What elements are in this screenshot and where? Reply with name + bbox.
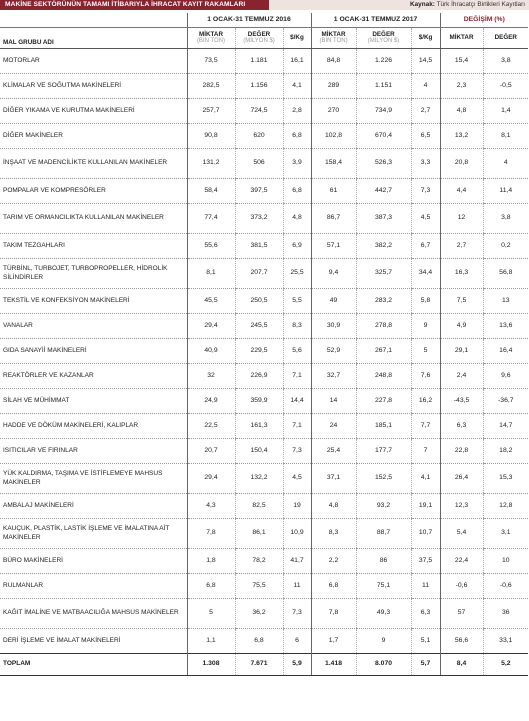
col-deger-2016: DEĞER (MİLYON $) [235,28,283,49]
deger-2016-cell: 82,5 [235,494,283,519]
perkg-2016-cell: 19 [283,494,311,519]
table-row [0,314,528,339]
deger-2016-cell: 359,9 [235,389,283,414]
change-miktar-cell: 22,4 [440,549,483,574]
perkg-2016-cell: 7,1 [283,414,311,439]
change-deger-cell: -0,5 [483,74,528,99]
source-text: Türk İhracatçı Birlikleri Kayıtları [436,1,525,8]
deger-2016-cell: 132,2 [235,464,283,494]
miktar-2016-cell: 73,5 [187,49,235,74]
miktar-2016-cell: 58,4 [187,179,235,204]
change-miktar-cell: 12,3 [440,494,483,519]
table-row [0,599,528,629]
table-row [0,549,528,574]
miktar-2016-cell: 90,8 [187,124,235,149]
miktar-2017-cell: 86,7 [311,204,356,234]
table-row [0,99,528,124]
row-name-cell: TÜRBİNL, TURBOJET, TURBOPROPELLER, HİDROLİK SİLİNDİRLER [0,259,187,289]
change-deger-cell: 3,8 [483,49,528,74]
table-row [0,519,528,549]
miktar-2017-cell: 37,1 [311,464,356,494]
miktar-2016-cell: 4,3 [187,494,235,519]
change-miktar-cell: 2,3 [440,74,483,99]
deger-2017-cell: 283,2 [356,289,411,314]
total-change-miktar-cell: 8,4 [440,654,483,676]
perkg-2017-cell: 11 [411,574,440,599]
deger-2016-cell: 250,5 [235,289,283,314]
deger-2016-cell: 229,5 [235,339,283,364]
miktar-2017-cell: 32,7 [311,364,356,389]
miktar-2017-cell: 8,3 [311,519,356,549]
deger-2017-cell: 1.151 [356,74,411,99]
table-row [0,629,528,654]
miktar-2016-cell: 40,9 [187,339,235,364]
perkg-2017-cell: 6,5 [411,124,440,149]
total-miktar-2017-cell: 1.418 [311,654,356,676]
change-deger-cell: 13 [483,289,528,314]
export-table [0,13,528,676]
row-name-cell: REAKTÖRLER VE KAZANLAR [0,364,187,389]
deger-2017-cell: 9 [356,629,411,654]
table-row [0,179,528,204]
change-miktar-cell: -43,5 [440,389,483,414]
change-miktar-cell: 22,8 [440,439,483,464]
table-row [0,49,528,74]
table-row [0,259,528,289]
deger-2017-cell: 93,2 [356,494,411,519]
perkg-2016-cell: 25,5 [283,259,311,289]
miktar-2016-cell: 29,4 [187,314,235,339]
perkg-2016-cell: 41,7 [283,549,311,574]
perkg-2016-cell: 2,8 [283,99,311,124]
miktar-2017-cell: 61 [311,179,356,204]
change-miktar-cell: 4,9 [440,314,483,339]
table-row [0,364,528,389]
source-note [269,0,529,10]
deger-2016-cell: 78,2 [235,549,283,574]
table-row [0,439,528,464]
deger-2016-cell: 6,8 [235,629,283,654]
total-perkg-2016-cell: 5,9 [283,654,311,676]
source-label: Kaynak: [410,1,435,8]
total-perkg-2017-cell: 5,7 [411,654,440,676]
miktar-2017-cell: 24 [311,414,356,439]
perkg-2017-cell: 6,3 [411,599,440,629]
change-deger-cell: 56,8 [483,259,528,289]
perkg-2017-cell: 4,5 [411,204,440,234]
deger-2017-cell: 75,1 [356,574,411,599]
table-title: MAKİNE SEKTÖRÜNÜN TAMAMI İTİBARIYLA İHRACAT KAYIT RAKAMLARI [0,0,269,10]
miktar-2016-cell: 45,5 [187,289,235,314]
total-deger-2016-cell: 7.671 [235,654,283,676]
table-row [0,414,528,439]
perkg-2017-cell: 5 [411,339,440,364]
change-deger-cell: 33,1 [483,629,528,654]
period-2016-header: 1 OCAK-31 TEMMUZ 2016 [187,13,311,28]
change-miktar-cell: 57 [440,599,483,629]
change-miktar-cell: 4,8 [440,99,483,124]
perkg-2017-cell: 37,5 [411,549,440,574]
miktar-2016-cell: 20,7 [187,439,235,464]
perkg-2017-cell: 7,6 [411,364,440,389]
change-miktar-cell: 12 [440,204,483,234]
miktar-2017-cell: 57,1 [311,234,356,259]
deger-2017-cell: 670,4 [356,124,411,149]
miktar-2016-cell: 282,5 [187,74,235,99]
change-deger-cell: 0,2 [483,234,528,259]
miktar-2016-cell: 1,1 [187,629,235,654]
deger-2017-cell: 734,9 [356,99,411,124]
table-row [0,574,528,599]
deger-2017-cell: 382,2 [356,234,411,259]
perkg-2017-cell: 6,7 [411,234,440,259]
title-bar [0,0,529,10]
miktar-2016-cell: 8,1 [187,259,235,289]
perkg-2016-cell: 6,8 [283,179,311,204]
change-header: DEĞİŞİM (%) [440,13,528,28]
miktar-2016-cell: 7,8 [187,519,235,549]
deger-2017-cell: 248,8 [356,364,411,389]
change-deger-cell: -36,7 [483,389,528,414]
deger-2016-cell: 86,1 [235,519,283,549]
col-change-deger: DEĞER [483,28,528,49]
deger-2016-cell: 373,2 [235,204,283,234]
deger-2017-cell: 177,7 [356,439,411,464]
deger-2016-cell: 150,4 [235,439,283,464]
perkg-2016-cell: 7,3 [283,599,311,629]
miktar-2017-cell: 30,9 [311,314,356,339]
table-row [0,204,528,234]
change-miktar-cell: 29,1 [440,339,483,364]
table-body [0,49,528,676]
deger-2016-cell: 161,3 [235,414,283,439]
miktar-2017-cell: 1,7 [311,629,356,654]
miktar-2016-cell: 5 [187,599,235,629]
row-name-cell: YÜK KALDIRMA, TAŞIMA VE İSTİFLEMEYE MAHSUS MAKİNELER [0,464,187,494]
miktar-2016-cell: 257,7 [187,99,235,124]
row-name-cell: ISITICILAR VE FIRINLAR [0,439,187,464]
deger-2016-cell: 75,5 [235,574,283,599]
col-miktar-2016: MİKTAR (BİN TON) [187,28,235,49]
change-miktar-cell: 56,6 [440,629,483,654]
perkg-2017-cell: 19,1 [411,494,440,519]
miktar-2016-cell: 77,4 [187,204,235,234]
deger-2017-cell: 526,3 [356,149,411,179]
row-name-cell: GIDA SANAYİİ MAKİNELERİ [0,339,187,364]
perkg-2016-cell: 14,4 [283,389,311,414]
perkg-2017-cell: 4,1 [411,464,440,494]
change-miktar-cell: 6,3 [440,414,483,439]
perkg-2016-cell: 8,3 [283,314,311,339]
row-name-cell: DİĞER MAKİNELER [0,124,187,149]
change-miktar-cell: 16,3 [440,259,483,289]
deger-2016-cell: 245,5 [235,314,283,339]
perkg-2016-cell: 4,8 [283,204,311,234]
miktar-2017-cell: 9,4 [311,259,356,289]
perkg-2016-cell: 7,1 [283,364,311,389]
change-miktar-cell: 2,4 [440,364,483,389]
deger-2017-cell: 1.226 [356,49,411,74]
miktar-2017-cell: 7,8 [311,599,356,629]
change-miktar-cell: 2,7 [440,234,483,259]
row-name-cell: BÜRO MAKİNELERİ [0,549,187,574]
change-miktar-cell: 13,2 [440,124,483,149]
row-name-cell: RULMANLAR [0,574,187,599]
miktar-2016-cell: 131,2 [187,149,235,179]
change-deger-cell: 3,8 [483,204,528,234]
deger-2016-cell: 397,5 [235,179,283,204]
miktar-2017-cell: 2,2 [311,549,356,574]
perkg-2016-cell: 11 [283,574,311,599]
change-deger-cell: 4 [483,149,528,179]
miktar-2016-cell: 55,6 [187,234,235,259]
col-deger-2017: DEĞER (MİLYON $) [356,28,411,49]
change-miktar-cell: 20,8 [440,149,483,179]
change-deger-cell: 15,3 [483,464,528,494]
change-deger-cell: 8,1 [483,124,528,149]
change-deger-cell: 36 [483,599,528,629]
miktar-2017-cell: 158,4 [311,149,356,179]
perkg-2017-cell: 2,7 [411,99,440,124]
table-row [0,389,528,414]
deger-2016-cell: 724,5 [235,99,283,124]
miktar-2016-cell: 22,5 [187,414,235,439]
perkg-2017-cell: 14,5 [411,49,440,74]
miktar-2016-cell: 1,8 [187,549,235,574]
row-name-cell: KAĞIT İMALİNE VE MATBAACILIĞA MAHSUS MAKİNELER [0,599,187,629]
total-miktar-2016-cell: 1.308 [187,654,235,676]
deger-2017-cell: 227,8 [356,389,411,414]
perkg-2016-cell: 5,5 [283,289,311,314]
row-name-cell: VANALAR [0,314,187,339]
perkg-2016-cell: 6 [283,629,311,654]
row-name-cell: KAUÇUK, PLASTİK, LASTİK İŞLEME VE İMALATINA AİT MAKİNELER [0,519,187,549]
deger-2017-cell: 325,7 [356,259,411,289]
change-miktar-cell: 26,4 [440,464,483,494]
row-name-cell: HADDE VE DÖKÜM MAKİNELERİ, KALIPLAR [0,414,187,439]
deger-2016-cell: 506 [235,149,283,179]
miktar-2017-cell: 6,8 [311,574,356,599]
change-deger-cell: 9,6 [483,364,528,389]
deger-2017-cell: 387,3 [356,204,411,234]
deger-2017-cell: 88,7 [356,519,411,549]
miktar-2016-cell: 29,4 [187,464,235,494]
row-name-cell: İNŞAAT VE MADENCİLİKTE KULLANILAN MAKİNELER [0,149,187,179]
table-row [0,464,528,494]
table-row [0,149,528,179]
miktar-2017-cell: 102,8 [311,124,356,149]
col-perkg-2017: $/Kg [411,28,440,49]
miktar-2017-cell: 84,8 [311,49,356,74]
table-row [0,339,528,364]
perkg-2017-cell: 9 [411,314,440,339]
change-miktar-cell: 7,5 [440,289,483,314]
change-deger-cell: 3,1 [483,519,528,549]
deger-2016-cell: 36,2 [235,599,283,629]
row-name-cell: AMBALAJ MAKİNELERİ [0,494,187,519]
table-row [0,234,528,259]
change-deger-cell: 18,2 [483,439,528,464]
table-row [0,124,528,149]
perkg-2017-cell: 7 [411,439,440,464]
change-deger-cell: 12,8 [483,494,528,519]
change-miktar-cell: 15,4 [440,49,483,74]
change-deger-cell: 14,7 [483,414,528,439]
change-deger-cell: 1,4 [483,99,528,124]
deger-2016-cell: 1.181 [235,49,283,74]
deger-2016-cell: 1.156 [235,74,283,99]
table-row [0,74,528,99]
deger-2016-cell: 207,7 [235,259,283,289]
total-row-name-cell: TOPLAM [0,654,187,676]
row-name-cell: SİLAH VE MÜHİMMAT [0,389,187,414]
miktar-2017-cell: 25,4 [311,439,356,464]
perkg-2017-cell: 16,2 [411,389,440,414]
change-deger-cell: 11,4 [483,179,528,204]
deger-2017-cell: 49,3 [356,599,411,629]
deger-2017-cell: 86 [356,549,411,574]
perkg-2017-cell: 7,3 [411,179,440,204]
deger-2016-cell: 381,5 [235,234,283,259]
perkg-2017-cell: 10,7 [411,519,440,549]
row-name-cell: TEKSTİL VE KONFEKSİYON MAKİNELERİ [0,289,187,314]
deger-2016-cell: 226,9 [235,364,283,389]
table-row [0,494,528,519]
perkg-2016-cell: 5,6 [283,339,311,364]
perkg-2016-cell: 6,8 [283,124,311,149]
deger-2017-cell: 267,1 [356,339,411,364]
perkg-2017-cell: 5,1 [411,629,440,654]
change-miktar-cell: -0,6 [440,574,483,599]
perkg-2017-cell: 4 [411,74,440,99]
row-name-cell: DİĞER YIKAMA VE KURUTMA MAKİNELERİ [0,99,187,124]
row-name-cell: TAKIM TEZGAHLARI [0,234,187,259]
miktar-2016-cell: 6,8 [187,574,235,599]
deger-2017-cell: 442,7 [356,179,411,204]
col-change-miktar: MİKTAR [440,28,483,49]
change-miktar-cell: 4,4 [440,179,483,204]
perkg-2016-cell: 7,3 [283,439,311,464]
miktar-2017-cell: 52,9 [311,339,356,364]
perkg-2016-cell: 4,1 [283,74,311,99]
row-name-cell: DERİ İŞLEME VE İMALAT MAKİNELERİ [0,629,187,654]
col-perkg-2016: $/Kg [283,28,311,49]
change-deger-cell: 10 [483,549,528,574]
change-deger-cell: 16,4 [483,339,528,364]
deger-2017-cell: 152,5 [356,464,411,494]
deger-2016-cell: 620 [235,124,283,149]
miktar-2017-cell: 270 [311,99,356,124]
miktar-2016-cell: 24,9 [187,389,235,414]
change-miktar-cell: 5,4 [440,519,483,549]
perkg-2016-cell: 4,5 [283,464,311,494]
row-name-cell: KLİMALAR VE SOĞUTMA MAKİNELERİ [0,74,187,99]
deger-2017-cell: 185,1 [356,414,411,439]
perkg-2016-cell: 6,9 [283,234,311,259]
change-deger-cell: -0,6 [483,574,528,599]
total-deger-2017-cell: 8.070 [356,654,411,676]
perkg-2016-cell: 16,1 [283,49,311,74]
perkg-2017-cell: 7,7 [411,414,440,439]
perkg-2017-cell: 3,3 [411,149,440,179]
col-miktar-2017: MİKTAR (BİN TON) [311,28,356,49]
row-name-cell: POMPALAR VE KOMPRESÖRLER [0,179,187,204]
total-change-deger-cell: 5,2 [483,654,528,676]
perkg-2016-cell: 10,9 [283,519,311,549]
row-name-cell: TARIM VE ORMANCILIKTA KULLANILAN MAKİNELER [0,204,187,234]
miktar-2017-cell: 14 [311,389,356,414]
row-name-cell: MOTORLAR [0,49,187,74]
change-deger-cell: 13,6 [483,314,528,339]
miktar-2017-cell: 49 [311,289,356,314]
miktar-2017-cell: 4,8 [311,494,356,519]
miktar-2017-cell: 289 [311,74,356,99]
perkg-2017-cell: 5,8 [411,289,440,314]
perkg-2016-cell: 3,9 [283,149,311,179]
table-row [0,289,528,314]
perkg-2017-cell: 34,4 [411,259,440,289]
miktar-2016-cell: 32 [187,364,235,389]
col-mal-grubu: MAL GRUBU ADI [0,28,187,49]
deger-2017-cell: 278,8 [356,314,411,339]
period-2017-header: 1 OCAK-31 TEMMUZ 2017 [311,13,440,28]
total-row [0,654,528,676]
group-header-blank [0,13,187,28]
